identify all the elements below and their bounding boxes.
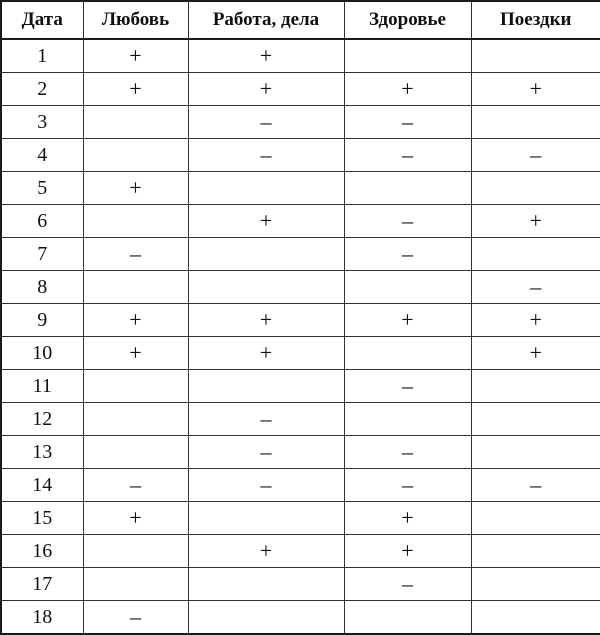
table-row [1, 271, 600, 304]
table-row [1, 304, 600, 337]
trips-cell [471, 436, 600, 469]
love-cell: + [83, 304, 188, 337]
health-cell: + [344, 535, 471, 568]
love-cell [83, 271, 188, 304]
trips-cell: + [471, 304, 600, 337]
work-cell [188, 370, 344, 403]
trips-cell [471, 106, 600, 139]
header-health: Здоровье [344, 1, 471, 39]
trips-cell [471, 172, 600, 205]
table-header [1, 1, 600, 39]
trips-cell [471, 370, 600, 403]
health-cell [344, 601, 471, 635]
header-love: Любовь [83, 1, 188, 39]
date-cell: 6 [1, 205, 83, 238]
table-row [1, 39, 600, 73]
table-body [1, 39, 600, 634]
work-cell: + [188, 73, 344, 106]
date-cell: 1 [1, 39, 83, 73]
work-cell [188, 502, 344, 535]
health-cell [344, 271, 471, 304]
love-cell: + [83, 172, 188, 205]
date-cell: 14 [1, 469, 83, 502]
work-cell [188, 601, 344, 635]
health-cell: – [344, 436, 471, 469]
table-row [1, 535, 600, 568]
table-row [1, 370, 600, 403]
table-row [1, 73, 600, 106]
health-cell: + [344, 73, 471, 106]
date-cell: 18 [1, 601, 83, 635]
date-cell: 16 [1, 535, 83, 568]
header-row [1, 1, 600, 39]
love-cell [83, 205, 188, 238]
health-cell: – [344, 370, 471, 403]
table-row [1, 502, 600, 535]
health-cell [344, 403, 471, 436]
love-cell [83, 436, 188, 469]
love-cell [83, 106, 188, 139]
work-cell [188, 271, 344, 304]
table-row [1, 436, 600, 469]
table-row [1, 403, 600, 436]
date-cell: 9 [1, 304, 83, 337]
trips-cell [471, 568, 600, 601]
love-cell: – [83, 601, 188, 635]
work-cell: + [188, 304, 344, 337]
trips-cell: + [471, 205, 600, 238]
date-cell: 13 [1, 436, 83, 469]
trips-cell [471, 403, 600, 436]
work-cell: – [188, 403, 344, 436]
work-cell: + [188, 337, 344, 370]
love-cell [83, 568, 188, 601]
table-row [1, 205, 600, 238]
date-cell: 10 [1, 337, 83, 370]
table-row [1, 172, 600, 205]
trips-cell: – [471, 139, 600, 172]
date-cell: 12 [1, 403, 83, 436]
love-cell [83, 403, 188, 436]
health-cell: – [344, 568, 471, 601]
trips-cell [471, 601, 600, 635]
date-cell: 7 [1, 238, 83, 271]
health-cell [344, 337, 471, 370]
header-work: Работа, дела [188, 1, 344, 39]
health-cell: – [344, 106, 471, 139]
love-cell: + [83, 337, 188, 370]
love-cell [83, 370, 188, 403]
health-cell [344, 39, 471, 73]
trips-cell: + [471, 337, 600, 370]
love-cell [83, 535, 188, 568]
work-cell: – [188, 106, 344, 139]
table-row [1, 568, 600, 601]
date-cell: 15 [1, 502, 83, 535]
health-cell: – [344, 205, 471, 238]
work-cell: – [188, 469, 344, 502]
date-cell: 3 [1, 106, 83, 139]
trips-cell: – [471, 469, 600, 502]
trips-cell [471, 535, 600, 568]
work-cell [188, 238, 344, 271]
date-cell: 2 [1, 73, 83, 106]
work-cell: + [188, 535, 344, 568]
health-cell [344, 172, 471, 205]
love-cell: + [83, 502, 188, 535]
love-cell: + [83, 39, 188, 73]
trips-cell [471, 502, 600, 535]
work-cell: – [188, 436, 344, 469]
work-cell: + [188, 205, 344, 238]
date-cell: 8 [1, 271, 83, 304]
health-cell: – [344, 469, 471, 502]
table-row [1, 337, 600, 370]
work-cell [188, 172, 344, 205]
work-cell: + [188, 39, 344, 73]
trips-cell: + [471, 73, 600, 106]
trips-cell: – [471, 271, 600, 304]
health-cell: + [344, 502, 471, 535]
table-row [1, 469, 600, 502]
table-row [1, 601, 600, 635]
love-cell: – [83, 469, 188, 502]
health-cell: – [344, 238, 471, 271]
date-cell: 5 [1, 172, 83, 205]
table-row [1, 238, 600, 271]
table-row [1, 139, 600, 172]
trips-cell [471, 39, 600, 73]
header-date: Дата [1, 1, 83, 39]
work-cell [188, 568, 344, 601]
table-row [1, 106, 600, 139]
header-trips: Поездки [471, 1, 600, 39]
health-cell: – [344, 139, 471, 172]
love-cell: + [83, 73, 188, 106]
love-cell: – [83, 238, 188, 271]
date-cell: 4 [1, 139, 83, 172]
date-cell: 11 [1, 370, 83, 403]
work-cell: – [188, 139, 344, 172]
date-cell: 17 [1, 568, 83, 601]
trips-cell [471, 238, 600, 271]
health-cell: + [344, 304, 471, 337]
love-cell [83, 139, 188, 172]
